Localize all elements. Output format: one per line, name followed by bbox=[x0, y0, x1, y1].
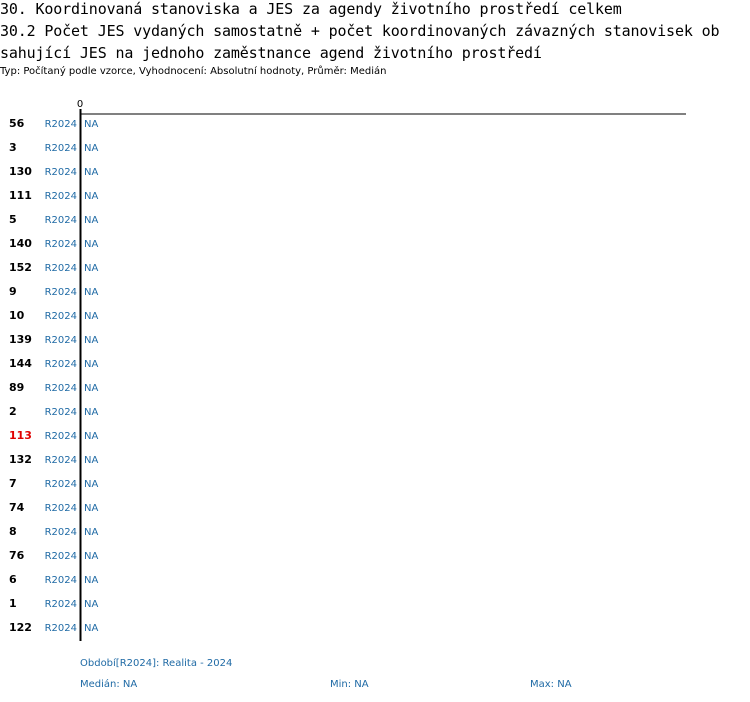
chart-title-line-3: sahující JES na jednoho zaměstnance agend životního prostředí bbox=[0, 44, 542, 62]
row-period-label: R2024 bbox=[44, 143, 77, 154]
row-id-label: 8 bbox=[9, 525, 17, 538]
row-period-label: R2024 bbox=[44, 407, 77, 418]
row-period-label: R2024 bbox=[44, 311, 77, 322]
row-id-label: 139 bbox=[9, 333, 32, 346]
row-value-label: NA bbox=[84, 383, 99, 394]
row-period-label: R2024 bbox=[44, 239, 77, 250]
chart-row bbox=[9, 381, 98, 394]
row-id-label: 111 bbox=[9, 189, 32, 202]
row-id-label: 5 bbox=[9, 213, 17, 226]
chart-row bbox=[9, 597, 98, 610]
row-value-label: NA bbox=[84, 335, 99, 346]
chart-row bbox=[9, 477, 98, 490]
row-period-label: R2024 bbox=[44, 455, 77, 466]
row-period-label: R2024 bbox=[44, 287, 77, 298]
row-period-label: R2024 bbox=[44, 191, 77, 202]
chart-row bbox=[9, 573, 98, 586]
chart-row bbox=[9, 117, 98, 130]
row-value-label: NA bbox=[84, 239, 99, 250]
row-value-label: NA bbox=[84, 167, 99, 178]
row-period-label: R2024 bbox=[44, 263, 77, 274]
row-period-label: R2024 bbox=[44, 479, 77, 490]
row-value-label: NA bbox=[84, 551, 99, 562]
row-id-label: 144 bbox=[9, 357, 32, 370]
median-stat: Medián: NA bbox=[80, 679, 138, 690]
chart-row bbox=[9, 213, 98, 226]
chart-row bbox=[9, 309, 98, 322]
row-id-label: 132 bbox=[9, 453, 32, 466]
row-id-label: 6 bbox=[9, 573, 17, 586]
row-value-label: NA bbox=[84, 431, 99, 442]
chart-row bbox=[9, 501, 98, 514]
row-value-label: NA bbox=[84, 599, 99, 610]
chart-row bbox=[9, 525, 98, 538]
row-id-label: 130 bbox=[9, 165, 32, 178]
row-id-label: 140 bbox=[9, 237, 32, 250]
row-value-label: NA bbox=[84, 191, 99, 202]
row-period-label: R2024 bbox=[44, 215, 77, 226]
chart-row bbox=[9, 261, 98, 274]
row-id-label: 76 bbox=[9, 549, 25, 562]
row-value-label: NA bbox=[84, 407, 99, 418]
row-value-label: NA bbox=[84, 119, 99, 130]
row-id-label: 2 bbox=[9, 405, 17, 418]
row-id-label: 1 bbox=[9, 597, 17, 610]
chart-row bbox=[9, 405, 98, 418]
row-period-label: R2024 bbox=[44, 623, 77, 634]
row-value-label: NA bbox=[84, 215, 99, 226]
x-tick-label: 0 bbox=[76, 99, 84, 110]
row-period-label: R2024 bbox=[44, 503, 77, 514]
row-period-label: R2024 bbox=[44, 335, 77, 346]
row-id-label: 122 bbox=[9, 621, 32, 634]
chart-row bbox=[9, 141, 98, 154]
row-id-label: 7 bbox=[9, 477, 17, 490]
row-id-label: 56 bbox=[9, 117, 25, 130]
chart-row bbox=[9, 165, 98, 178]
row-value-label: NA bbox=[84, 623, 99, 634]
chart-row bbox=[9, 549, 98, 562]
row-id-label: 10 bbox=[9, 309, 25, 322]
row-value-label: NA bbox=[84, 503, 99, 514]
chart-row bbox=[9, 237, 98, 250]
row-value-label: NA bbox=[84, 143, 99, 154]
chart-row bbox=[9, 357, 98, 370]
row-period-label: R2024 bbox=[44, 431, 77, 442]
row-value-label: NA bbox=[84, 359, 99, 370]
row-period-label: R2024 bbox=[44, 383, 77, 394]
row-period-label: R2024 bbox=[44, 359, 77, 370]
row-value-label: NA bbox=[84, 527, 99, 538]
row-value-label: NA bbox=[84, 455, 99, 466]
chart-row bbox=[9, 285, 98, 298]
row-period-label: R2024 bbox=[44, 551, 77, 562]
row-period-label: R2024 bbox=[44, 575, 77, 586]
row-id-label: 113 bbox=[9, 429, 32, 442]
min-stat: Min: NA bbox=[330, 679, 369, 690]
row-id-label: 9 bbox=[9, 285, 17, 298]
row-period-label: R2024 bbox=[44, 599, 77, 610]
chart-subtitle: Typ: Počítaný podle vzorce, Vyhodnocení: Absolutní hodnoty, Průměr: Medián bbox=[0, 66, 387, 77]
chart-title-line-2: 30.2 Počet JES vydaných samostatně + počet koordinovaných závazných stanovisek ob bbox=[0, 22, 720, 40]
row-id-label: 74 bbox=[9, 501, 25, 514]
chart-row bbox=[9, 333, 98, 346]
row-value-label: NA bbox=[84, 479, 99, 490]
row-period-label: R2024 bbox=[44, 119, 77, 130]
period-legend: Období[R2024]: Realita - 2024 bbox=[80, 658, 233, 669]
row-period-label: R2024 bbox=[44, 167, 77, 178]
chart-row bbox=[9, 189, 98, 202]
row-value-label: NA bbox=[84, 575, 99, 586]
chart-row bbox=[9, 429, 98, 442]
row-id-label: 89 bbox=[9, 381, 25, 394]
row-value-label: NA bbox=[84, 263, 99, 274]
row-value-label: NA bbox=[84, 311, 99, 322]
max-stat: Max: NA bbox=[530, 679, 572, 690]
chart-title-line-1: 30. Koordinovaná stanoviska a JES za agendy životního prostředí celkem bbox=[0, 0, 622, 18]
row-id-label: 3 bbox=[9, 141, 17, 154]
row-value-label: NA bbox=[84, 287, 99, 298]
row-id-label: 152 bbox=[9, 261, 32, 274]
chart-row bbox=[9, 621, 98, 634]
chart-row bbox=[9, 453, 98, 466]
row-period-label: R2024 bbox=[44, 527, 77, 538]
